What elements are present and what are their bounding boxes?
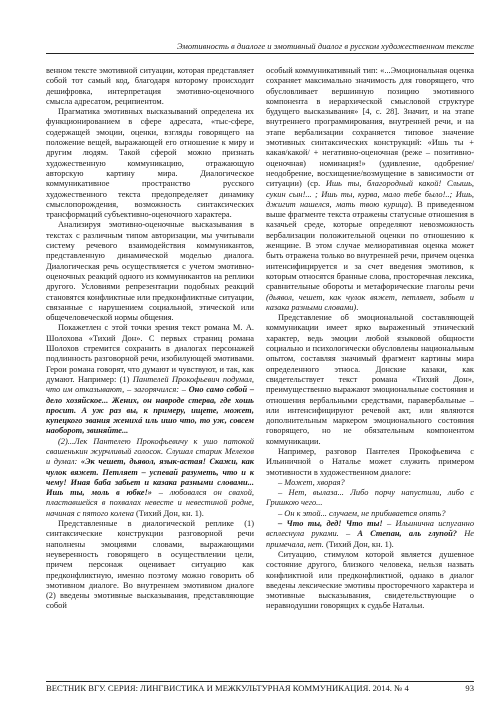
paragraph [46,107,254,220]
paragraph [46,220,254,323]
italic-text-run: – любовался он свахой, пластавшейся в похвалах невесте и невестиной родне, начиная с пятого колена [46,488,254,518]
italic-text-run: Ишь ты, благородный какой! Слышь, сукин сын!... ; Ишь ты, курва, мало тебе было!..; Ишь, джигит нашелся, мать твою курица [266,179,474,209]
italic-text-run: Пантелей Прокофьевич подумал, что им отказывают, – загорячился: – [46,374,255,395]
paragraph [46,66,254,107]
emphasis-text-run: А Степан, аль глупой? [357,529,457,539]
text-run: Представленные в диалогической реплике (1) синтаксические конструкции разговорной речи наполнены эмоциями словами, выражающими неуверенность говорящего в осуществлении цели, причем персонаж оценивает ситуацию как предконфликтную, именно поэтому можно говорить об эмотивном диалоге. Во внутреннем эмотивном диалоге (2) введены эмотивные высказывания, представляющие собой [46,519,254,611]
text-run: Ситуацию, стимулом которой является душевное состояние другого, близкого человека, нельзя назвать конфликтной или предконфликтной, однако в диалог введены лексические эмотивы просторечного характера и эмотивные высказывания, свидетельствующие о неравнодушии говорящих к судьбе Натальи. [266,549,474,611]
paragraph [46,323,254,436]
text-run: венном тексте эмотивной ситуации, которая представляет собой тот самый код, благодаря которому происходит дешифровка, интерпретация эмотивно-оценочного смысла адресатом, реципиентом. [46,66,254,106]
emphasis-text-run: Оно само собой – дело хозяйское... Жених, он навроде стерва, где хошь просит. А уж раз вы, к примеру, ищете, может, купецкого звания женихá иль ишо что, то уж, совсем наоборот, звиняйте... [46,385,255,436]
italic-text-run: Не примечала, нет. [266,529,474,549]
paragraph [266,550,474,612]
right-column [266,66,474,678]
text-run: . [356,302,359,312]
paragraph [266,313,474,447]
text-run: Прагматика эмотивных высказываний определена их функционированием в сфере адресата, «тыс-сфере, содержащей эмоции, оценки, взгляды говорящего на положение вещей, выражающей его отношение к миру и другим людям. Такой сферой можно признать художественную коммуникацию, отражающую авторскую картину мира. Диалогическое коммуникативное пространство русского художественного текста предопределяет динамику смыслопорождения, возможность синтаксических трансформаций субъективно-оценочного характера. [46,107,254,220]
italic-text-run: – Может, хворая? [278,477,345,487]
paragraph [266,447,474,478]
text-run: Например, разговор Пантелея Прокофьевича с Ильиничной о Наталье может служить примером эмотивности в художественном диалоге: [266,446,474,477]
italic-text-run: (2)...Лек Пантелею Прокофьевичу к ушо патокой свашенькин журчливый голосок. Слушал старик Мелехов и думал: [46,436,254,467]
text-run: Представление об эмоциональной составляющей коммуникации имеет ярко выраженный этнический характер, ведь эмоции любой языковой общности социально и психологически обусловлены национальным опытом, составляя значимый фрагмент картины мира определенного этноса. Донские казаки, как свидетельствует текст романа «Тихий Дон», преимущественно выражают эмоциональные состояния и отношения вербальными средствами, паравербальные – или интенсифицируют речевой акт, или являются дополнительным маркером эмоционального состояния говорящего, но не обязательным компонентом коммуникации. [266,313,474,446]
quoted-paragraph [266,509,474,519]
paragraph [46,519,254,612]
emphasis-text-run: – Что ты, дед! Что ты! [278,519,383,529]
italic-text-run: – Он к этой... случаем, не прибивается опять? [278,508,446,518]
paragraph [266,66,474,313]
text-run: Анализируя эмотивно-оценочные высказывания в текстах с различным типом авторизации, мы учитывали систему речевого взаимодействия коммуникантов, представленную динамической моделью диалога. Диалогическая речь осуществляется с учетом эмотивно-оценочных реакций одного из коммуникантов на реплики другого. Условиями репрезентации подобных реакций становятся конфликтные или предконфликтные ситуации, связанные с нарушением социальной, этической или общечеловеческой нормы общения. [46,220,254,323]
quoted-paragraph [266,478,474,488]
quoted-paragraph [266,488,474,509]
italic-text-run: (дьявол, чешет, как чулок вяжет, петляет, забьет и казака разными словами) [266,292,474,312]
text-run: (Тихий Дон, кн. 1). [133,508,204,518]
emphasis-text-run: «Эк чешет, дьявол, язык-астая! Скажи, как чулок вяжет. Петляет – успевай разуметь, что и к чему! Иная баба забьет и казака разными словами... Ишь ты, моль в юбке!» [46,457,255,498]
page-number: 93 [465,683,474,693]
italic-text-run: – Нет, вылаза... Либо порчу напустили, либо с Гришкою чего... [266,488,474,508]
journal-title: ВЕСТНИК ВГУ. СЕРИЯ: ЛИНГВИСТИКА И МЕЖКУЛЬТУРНАЯ КОММУНИКАЦИЯ. 2014. № 4 [46,683,409,693]
text-run: Покажетлен с этой точки зрения текст романа М. А. Шолохова «Тихий Дон». С первых страниц романа Шолохов стремится сохранить в диалогах персонажей подлинность разговорной речи, изобилующей эмотивами. Герои романа говорят, что думают и чувствуют, и так, как думают. Например: (1) [46,323,254,384]
article-body [46,66,474,678]
text-run: (Тихий Дон, кн. 1). [323,539,394,549]
page-footer [46,681,474,694]
text-run: особый коммуникативный тип: «...Эмоциональная оценка сохраняет максимально значимость для говорящего, что обусловливает вершинную позицию эмотивного компонента в иерархической смысловой структуре будущего высказывания» [4, с. 28]. Значит, и на этапе внутреннего программирования, внутренней речи, и на этапе вербализации сохраняется типовое значение эмотивных синтаксических конструкций: «Ишь ты + какая/какой/ + негативно-оценочная (реже – позитивно-оценочная) номинация!» (удивление, одобрение/неодобрение, восхищение/возмущение в зависимости от ситуации) (ср. [266,66,474,189]
quoted-paragraph [266,519,474,550]
running-header: Эмотивность в диалоге и эмотивный диалог в русском художественном тексте [46,40,474,54]
left-column [46,66,254,678]
quoted-paragraph [46,437,254,519]
italic-text-run: – Ильинична испуганно всплеснула руками. – [266,519,474,539]
text-run: ). В приведенном выше фрагменте текста отражены статусные отношения в казачьей среде, которые определяют невозможность вербализации положительной оценки по отношению к женщине. В этом случае мелиоративная оценка может быть отражена только во внутренней речи, причем оценка интенсифицируется и за счет введения эмотивов, к которым относятся бранные слова, просторечная лексика, сравнительные обороты и метафорические глаголы речи [266,199,474,292]
